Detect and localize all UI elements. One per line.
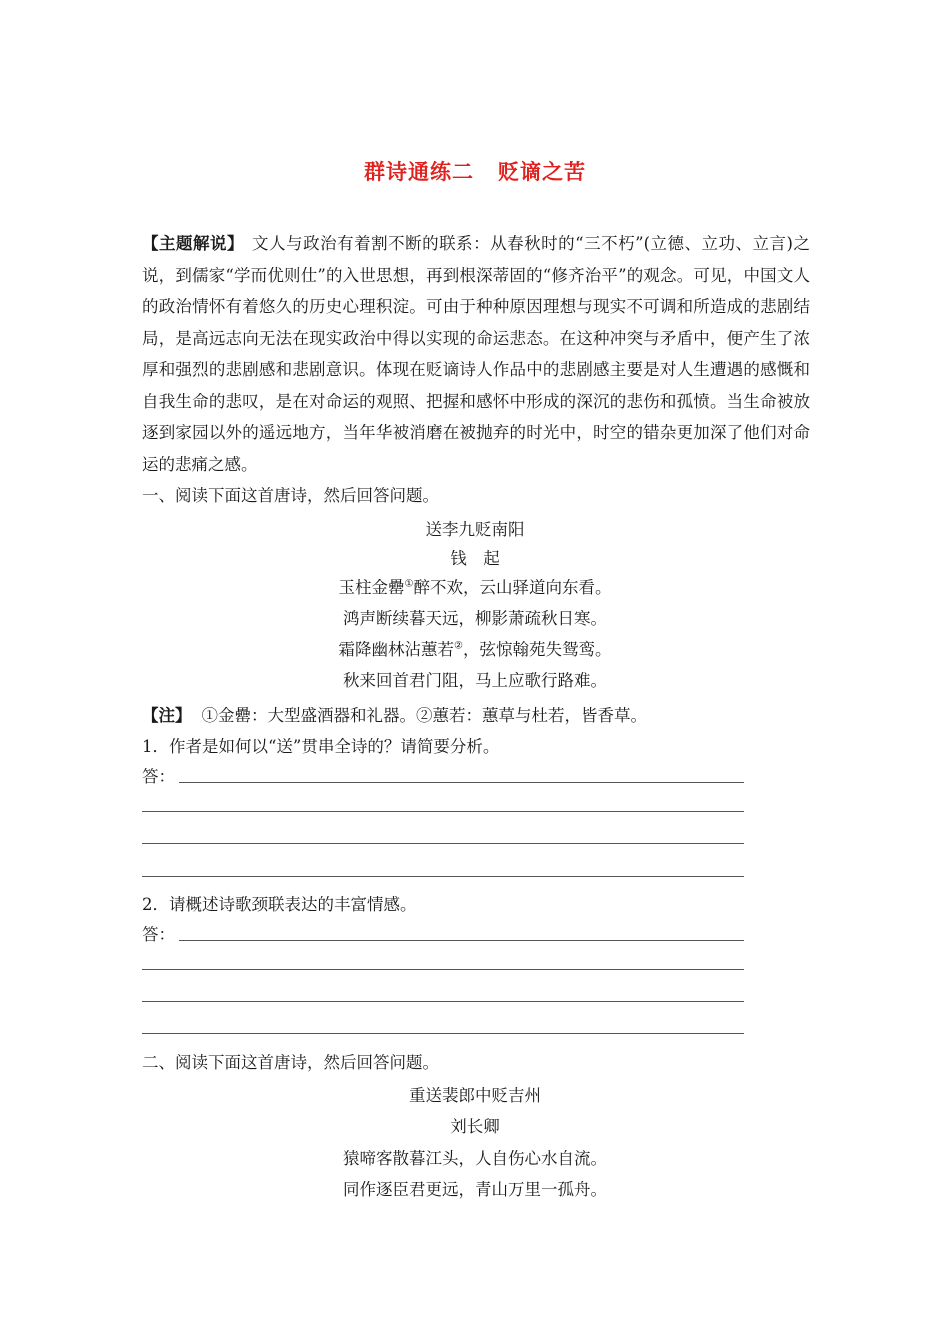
answer-label: 答： (142, 925, 175, 944)
answer-line[interactable] (142, 811, 744, 812)
theme-text: 文人与政治有着割不断的联系：从春秋时的“三不朽”(立德、立功、立言)之说，到儒家“学而优则仕”的入世思想，再到根深蒂固的“修齐治平”的观念。可见，中国文人的政治情怀有着悠久的历史心理积淀。可由于种种原因理想与现实不可调和所造成的悲剧结局，是高远志向无法在现实政治中得以实现的命运悲态。在这种冲突与矛盾中，便产生了浓厚和强烈的悲剧感和悲剧意识。体现在贬谪诗人作品中的悲剧感主要是对人生遭遇的感慨和自我生命的悲叹，是在对命运的观照、把握和感怀中形成的深沉的悲伤和孤愤。当生命被放逐到家园以外的遥远地方，当年华被消磨在被抛弃的时光中，时空的错杂更加深了他们对命运的悲痛之感。 (142, 234, 811, 474)
section-1-heading: 一、阅读下面这首唐诗，然后回答问题。 (142, 486, 439, 505)
poem-2-author: 刘长卿 (450, 1117, 500, 1136)
poem-1-line: 秋来回首君门阻，马上应歌行路难。 (343, 671, 607, 690)
poem-1-note (142, 702, 647, 726)
question-2: 2．请概述诗歌颈联表达的丰富情感。 (142, 895, 417, 914)
answer-label: 答： (142, 767, 175, 786)
theme-tag: 【主题解说】 (142, 234, 245, 253)
poem-2-title: 重送裴郎中贬吉州 (409, 1086, 541, 1105)
note-text: ①金罍：大型盛酒器和礼器。②蕙若：蕙草与杜若，皆香草。 (201, 706, 647, 725)
note-tag: 【注】 (142, 706, 192, 725)
poem-1-title: 送李九贬南阳 (425, 520, 525, 539)
section-2-heading: 二、阅读下面这首唐诗，然后回答问题。 (142, 1053, 439, 1072)
answer-line[interactable] (142, 1001, 744, 1002)
answer-line[interactable] (142, 921, 744, 945)
poem-2-line: 同作逐臣君更远，青山万里一孤舟。 (343, 1180, 607, 1199)
answer-line[interactable] (142, 969, 744, 970)
poem-1-line: 鸿声断续暮天远，柳影萧疏秋日寒。 (343, 609, 607, 628)
answer-line[interactable] (142, 876, 744, 877)
poem-1-author: 钱 起 (450, 549, 500, 568)
answer-line[interactable] (142, 1033, 744, 1034)
poem-1-line: 霜降幽林沾蕙若②，弦惊翰苑失鸳鸾。 (338, 640, 612, 659)
theme-explanation (142, 228, 810, 480)
answer-line[interactable] (142, 763, 744, 787)
poem-2-line: 猿啼客散暮江头，人自伤心水自流。 (343, 1149, 607, 1168)
title-part-2: 贬谪之苦 (498, 159, 586, 184)
answer-line[interactable] (142, 843, 744, 844)
footnote-marker: ② (454, 640, 463, 652)
page-title (0, 156, 950, 186)
title-part-1: 群诗通练二 (364, 159, 474, 184)
poem-1-line: 玉柱金罍①醉不欢，云山驿道向东看。 (338, 578, 612, 597)
question-1: 1．作者是如何以“送”贯串全诗的？请简要分析。 (142, 737, 500, 756)
footnote-marker: ① (404, 578, 414, 590)
